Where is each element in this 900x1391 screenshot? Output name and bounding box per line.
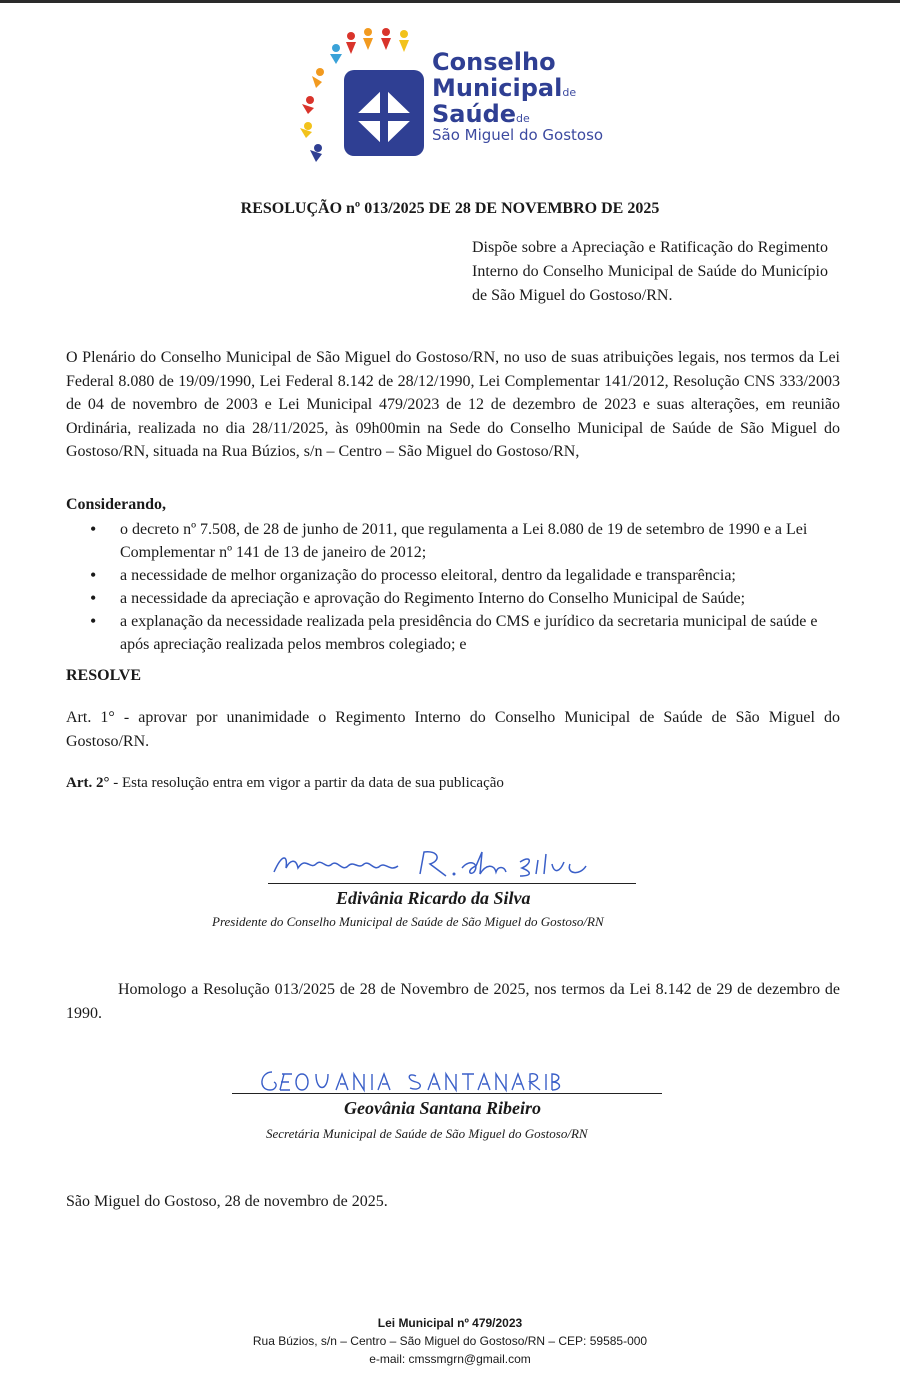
footer-law: Lei Municipal nº 479/2023	[377, 1316, 523, 1330]
place-and-date: São Miguel do Gostoso, 28 de novembro de 2025.	[66, 1193, 388, 1210]
considerando-list	[90, 518, 840, 656]
homologation-paragraph: Homologo a Resolução 013/2025 de 28 de Novembro de 2025, nos termos da Lei 8.142 de 29 de dezembro de 1990.	[66, 981, 840, 1022]
list-item: • o decreto nº 7.508, de 28 de junho de 2011, que regulamenta a Lei 8.080 de 19 de setembro de 1990 e a Lei Complementar nº 141 de 13 de janeiro de 2012;	[90, 518, 840, 564]
footer-address: Rua Búzios, s/n – Centro – São Miguel do Gostoso/RN – CEP: 59585-000	[252, 1334, 648, 1348]
intro-paragraph: O Plenário do Conselho Municipal de São Miguel do Gostoso/RN, no uso de suas atribuições legais, nos termos da Lei Federal 8.080 de 19/09/1990, Lei Federal 8.142 de 28/12/1990, Lei Complementar 141/2012, Resolução CNS 333/2003 de 04 de novembro de 2003 e Lei Municipal 479/2023 de 12 de dezembro de 2023 e suas alterações, em reunião Ordinária, realizada no dia 28/11/2025, às 09h00min na Sede do Conselho Municipal de Saúde de São Miguel do Gostoso/RN, situada na Rua Búzios, s/n – Centro – São Miguel do Gostoso/RN,	[66, 349, 840, 460]
resolution-summary: Dispõe sobre a Apreciação e Ratificação do Regimento Interno do Conselho Municipal de Saúde do Município de São Miguel do Gostoso/RN.	[472, 239, 828, 304]
logo-text-line2: Municipalde	[432, 74, 577, 102]
signature-1-name: Edivânia Ricardo da Silva	[336, 888, 531, 908]
article-2-text: - Esta resolução entra em vigor a partir da data de sua publicação	[109, 775, 504, 791]
article-1: Art. 1° - aprovar por unanimidade o Regimento Interno do Conselho Municipal de Saúde de São Miguel do Gostoso/RN.	[66, 709, 840, 750]
signature-2-name: Geovânia Santana Ribeiro	[344, 1098, 542, 1118]
considerando-heading: Considerando,	[66, 496, 167, 513]
logo-text-line1: Conselho	[432, 48, 556, 76]
signature-1-role: Presidente do Conselho Municipal de Saúde de São Miguel do Gostoso/RN	[212, 914, 604, 929]
list-item: • a necessidade de melhor organização do processo eleitoral, dentro da legalidade e transparência;	[90, 564, 840, 587]
article-2-label: Art. 2°	[66, 775, 110, 791]
svg-text:GEOVÂNIA SANTANA RIBEIRO: GEOVÂNIA SANTANA RIBEIRO	[256, 1095, 271, 1096]
footer	[0, 1314, 900, 1368]
signature-2-handwritten	[256, 1066, 566, 1096]
article-2	[66, 772, 840, 796]
signature-1-line	[268, 883, 636, 884]
resolution-title: RESOLUÇÃO nº 013/2025 DE 28 DE NOVEMBRO DE 2025	[240, 200, 660, 217]
footer-email: e-mail: cmssmgrn@gmail.com	[369, 1352, 531, 1366]
signature-2-role: Secretária Municipal de Saúde de São Miguel do Gostoso/RN	[266, 1126, 588, 1141]
logo-text-line3: Saúdede	[432, 100, 530, 128]
list-item: • a explanação da necessidade realizada pela presidência do CMS e jurídico da secretaria municipal de saúde e após apreciação realizada pelos membros colegiado; e	[90, 610, 840, 656]
resolve-heading: RESOLVE	[66, 667, 141, 684]
top-border	[0, 0, 900, 3]
signature-1-handwritten	[270, 846, 610, 882]
logo-text-line4: São Miguel do Gostoso	[432, 126, 604, 144]
list-item: • a necessidade da apreciação e aprovação do Regimento Interno do Conselho Municipal de Saúde;	[90, 587, 840, 610]
svg-text:Edivânia R. da Silva: Edivânia R. da Silva	[270, 880, 279, 881]
signature-2-line	[232, 1093, 662, 1094]
